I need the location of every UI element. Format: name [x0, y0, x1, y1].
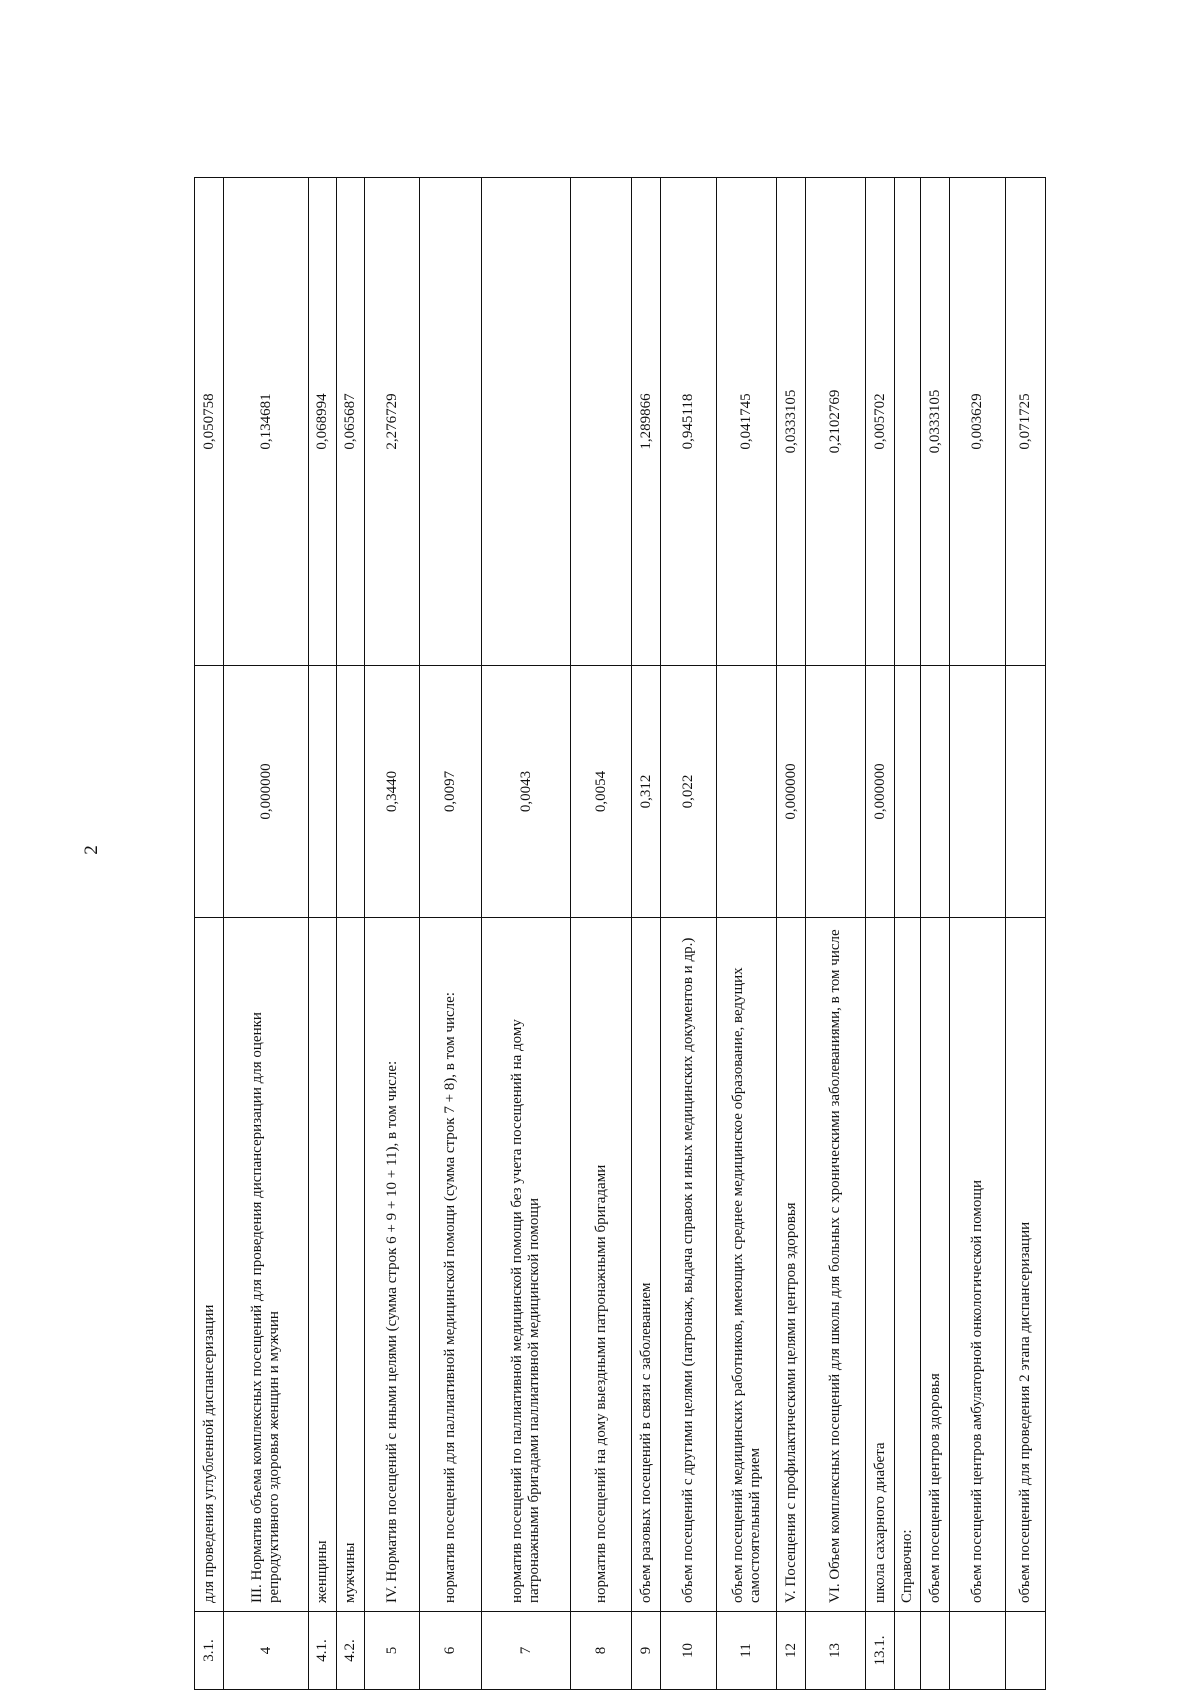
row-value-1 — [309, 666, 337, 918]
row-name: Справочно: — [895, 918, 921, 1612]
row-name: V. Посещения с профилактическими целями центров здоровья — [777, 918, 806, 1612]
row-name: объем разовых посещений в связи с заболеванием — [632, 918, 661, 1612]
table-row — [777, 178, 806, 1690]
row-value-1 — [806, 666, 866, 918]
row-value-2: 0,2102769 — [806, 178, 866, 666]
row-name: женщины — [309, 918, 337, 1612]
row-number — [921, 1612, 950, 1690]
table-row — [224, 178, 309, 1690]
row-number: 11 — [717, 1612, 777, 1690]
row-name: объем посещений для проведения 2 этапа диспансеризации — [1006, 918, 1046, 1612]
row-value-1 — [717, 666, 777, 918]
row-name: объем посещений центров амбулаторной онкологической помощи — [950, 918, 1006, 1612]
row-number: 9 — [632, 1612, 661, 1690]
row-number: 6 — [420, 1612, 482, 1690]
row-value-2: 0,065687 — [337, 178, 365, 666]
row-number: 5 — [365, 1612, 420, 1690]
row-value-1: 0,3440 — [365, 666, 420, 918]
table-row — [482, 178, 571, 1690]
table-row — [1006, 178, 1046, 1690]
row-value-1: 0,0054 — [571, 666, 632, 918]
row-number: 8 — [571, 1612, 632, 1690]
row-value-1: 0,0043 — [482, 666, 571, 918]
row-value-1: 0,000000 — [777, 666, 806, 918]
row-value-1: 0,000000 — [224, 666, 309, 918]
row-value-2: 2,276729 — [365, 178, 420, 666]
row-value-2 — [482, 178, 571, 666]
row-value-2: 1,289866 — [632, 178, 661, 666]
row-number: 4.1. — [309, 1612, 337, 1690]
row-number: 4 — [224, 1612, 309, 1690]
row-number: 7 — [482, 1612, 571, 1690]
row-value-2 — [420, 178, 482, 666]
row-value-2: 0,945118 — [661, 178, 717, 666]
table-row — [337, 178, 365, 1690]
norms-table — [194, 177, 1046, 1690]
row-name: IV. Норматив посещений с иными целями (сумма строк 6 + 9 + 10 + 11), в том числе: — [365, 918, 420, 1612]
row-value-2: 0,041745 — [717, 178, 777, 666]
row-value-1: 0,022 — [661, 666, 717, 918]
row-number: 12 — [777, 1612, 806, 1690]
row-value-1 — [921, 666, 950, 918]
row-value-1 — [337, 666, 365, 918]
row-value-2: 0,134681 — [224, 178, 309, 666]
row-number — [1006, 1612, 1046, 1690]
row-value-1: 0,000000 — [866, 666, 895, 918]
table-row — [571, 178, 632, 1690]
row-name: школа сахарного диабета — [866, 918, 895, 1612]
row-number: 10 — [661, 1612, 717, 1690]
table-row — [921, 178, 950, 1690]
row-number: 13 — [806, 1612, 866, 1690]
table-row — [717, 178, 777, 1690]
row-value-1 — [1006, 666, 1046, 918]
row-number: 4.2. — [337, 1612, 365, 1690]
table-row — [420, 178, 482, 1690]
row-value-1 — [895, 666, 921, 918]
table-container — [194, 178, 1038, 1690]
row-name: объем посещений центров здоровья — [921, 918, 950, 1612]
row-value-2 — [571, 178, 632, 666]
row-name: для проведения углубленной диспансеризации — [195, 918, 224, 1612]
table-row — [895, 178, 921, 1690]
row-name: VI. Объем комплексных посещений для школы для больных с хроническими заболеваниями, в том числе — [806, 918, 866, 1612]
row-value-2: 0,071725 — [1006, 178, 1046, 666]
row-number: 13.1. — [866, 1612, 895, 1690]
row-value-1: 0,0097 — [420, 666, 482, 918]
row-name: объем посещений медицинских работников, имеющих среднее медицинское образование, ведущих самостоятельный прием — [717, 918, 777, 1612]
table-row — [195, 178, 224, 1690]
row-name: объем посещений с другими целями (патронаж, выдача справок и иных медицинских документов и др.) — [661, 918, 717, 1612]
table-row — [661, 178, 717, 1690]
row-value-2: 0,005702 — [866, 178, 895, 666]
row-name: норматив посещений по паллиативной медицинской помощи без учета посещений на дому патронажными бригадами паллиативной медицинской помощи — [482, 918, 571, 1612]
row-number — [895, 1612, 921, 1690]
table-row — [950, 178, 1006, 1690]
row-value-2 — [895, 178, 921, 666]
row-value-2: 0,050758 — [195, 178, 224, 666]
row-value-2: 0,003629 — [950, 178, 1006, 666]
row-value-2: 0,0333105 — [777, 178, 806, 666]
table-row — [866, 178, 895, 1690]
row-name: III. Норматив объема комплексных посещений для проведения диспансеризации для оценки репродуктивного здоровья женщин и мужчин — [224, 918, 309, 1612]
row-name: мужчины — [337, 918, 365, 1612]
row-value-1: 0,312 — [632, 666, 661, 918]
row-value-1 — [950, 666, 1006, 918]
table-row — [365, 178, 420, 1690]
row-value-2: 0,0333105 — [921, 178, 950, 666]
page-number: 2 — [81, 845, 102, 855]
table-row — [806, 178, 866, 1690]
row-number: 3.1. — [195, 1612, 224, 1690]
table-row — [309, 178, 337, 1690]
row-name: норматив посещений на дому выездными патронажными бригадами — [571, 918, 632, 1612]
row-name: норматив посещений для паллиативной медицинской помощи (сумма строк 7 + 8), в том числе: — [420, 918, 482, 1612]
row-value-2: 0,068994 — [309, 178, 337, 666]
row-number — [950, 1612, 1006, 1690]
row-value-1 — [195, 666, 224, 918]
table-row — [632, 178, 661, 1690]
